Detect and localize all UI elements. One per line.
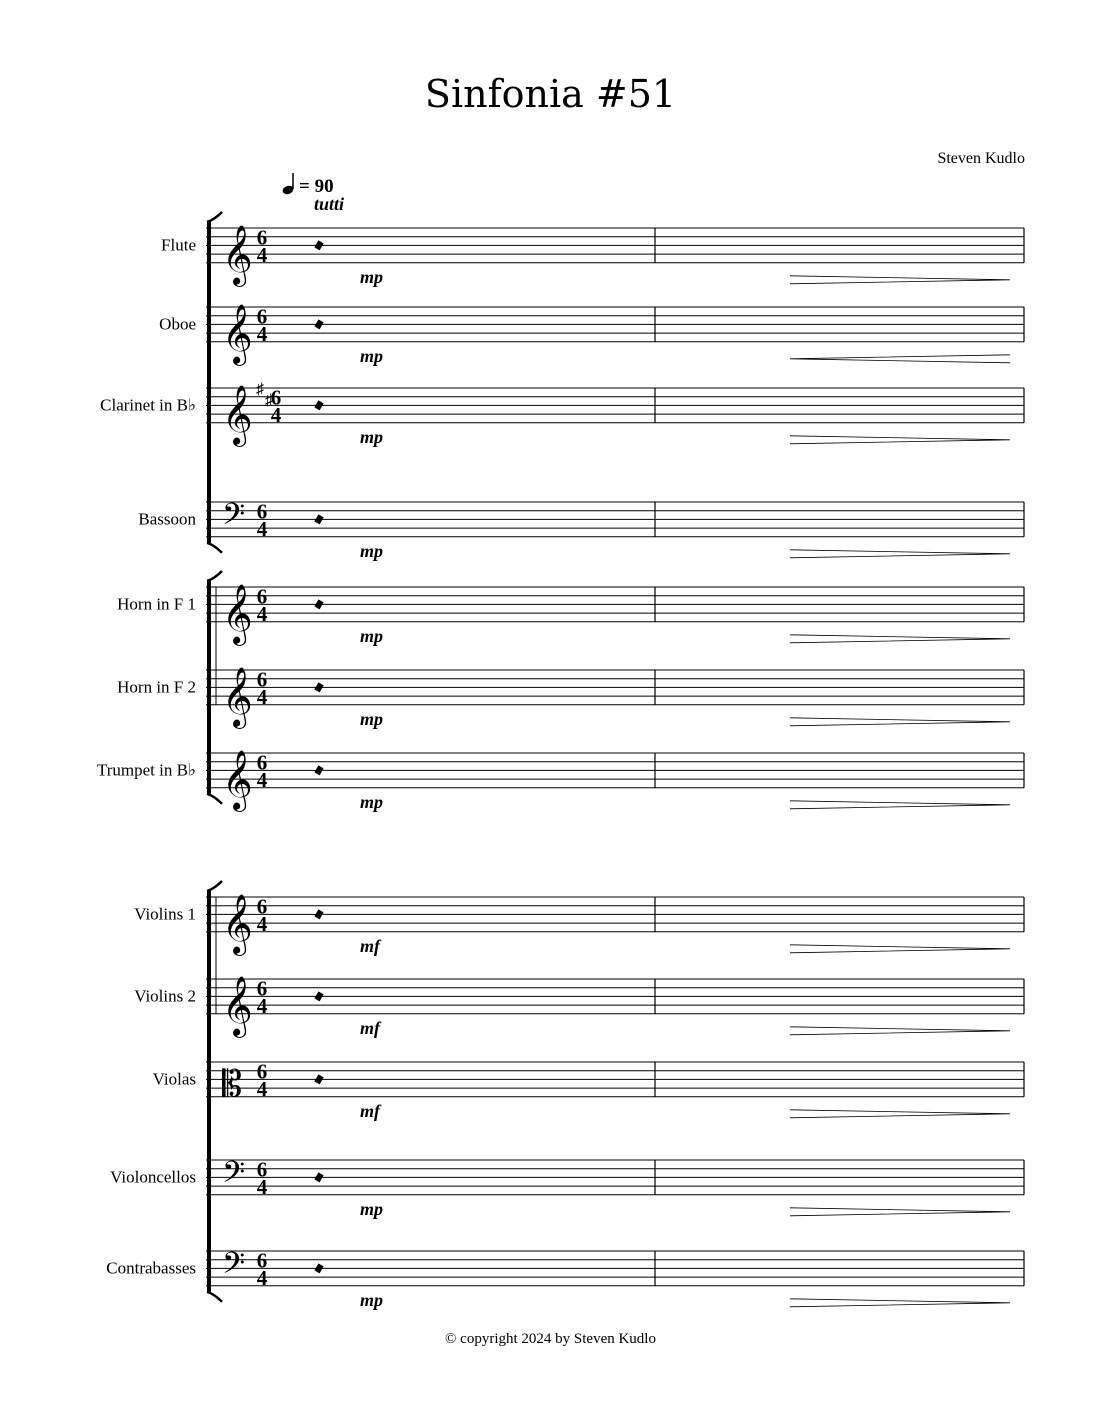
staves [206, 225, 1024, 1310]
hairpin-decrescendo [790, 550, 1010, 558]
time-signature-numerator: 6 [270, 385, 282, 410]
time-signature-numerator: 6 [256, 894, 268, 919]
time-signature-denominator: 4 [256, 767, 268, 792]
staff-trumpet-in-b- [206, 750, 1024, 812]
staff-horn-in-f-2 [206, 667, 1024, 729]
bracket-bar [207, 581, 211, 794]
instrument-label: Contrabasses [106, 1258, 196, 1278]
time-signature-denominator: 4 [256, 1174, 268, 1199]
bracket-hook [207, 571, 222, 581]
staff-clarinet-in-b- [206, 381, 1024, 447]
dynamic-marking: mf [360, 1017, 380, 1038]
treble-clef: 𝄞 [222, 305, 253, 363]
hairpin-decrescendo [790, 1299, 1010, 1307]
time-signature-numerator: 6 [256, 225, 268, 250]
dynamic-marking: mp [360, 708, 384, 729]
hairpin-decrescendo [790, 1208, 1010, 1216]
time-signature-numerator: 6 [256, 667, 268, 692]
score-title: Sinfonia #51 [424, 72, 677, 116]
time-signature-numerator: 6 [256, 750, 268, 775]
bracket-bar [207, 891, 211, 1292]
rest [314, 400, 323, 410]
rest [314, 1172, 323, 1182]
rest [314, 599, 323, 609]
time-signature-denominator: 4 [256, 242, 268, 267]
dynamic-marking: mp [360, 1198, 384, 1219]
hairpin-decrescendo [790, 276, 1010, 284]
tempo-marking [281, 173, 344, 214]
instrument-label: Violas [152, 1069, 196, 1089]
key-sharp: ♯ [265, 392, 273, 409]
time-signature-numerator: 6 [256, 1059, 268, 1084]
copyright-notice: © copyright 2024 by Steven Kudlo [445, 1331, 656, 1347]
dynamic-marking: mp [360, 540, 384, 561]
treble-clef: 𝄞 [222, 226, 253, 284]
time-signature-denominator: 4 [256, 516, 268, 541]
instrument-label: Flute [161, 235, 196, 255]
time-signature-denominator: 4 [256, 1076, 268, 1101]
group-brackets [207, 212, 222, 1302]
time-signature-denominator: 4 [256, 993, 268, 1018]
bass-clef: 𝄢 [222, 1247, 246, 1288]
strings-bracket [207, 881, 222, 1302]
hairpin-crescendo [790, 355, 1010, 363]
dynamic-marking: mp [360, 345, 384, 366]
time-signature-denominator: 4 [256, 1265, 268, 1290]
bracket-hook [207, 212, 222, 222]
instrument-label: Horn in F 1 [117, 594, 196, 614]
rest [314, 1074, 323, 1084]
time-signature-numerator: 6 [256, 499, 268, 524]
hairpin-decrescendo [790, 718, 1010, 726]
instrument-label: Violins 2 [134, 986, 196, 1006]
treble-clef: 𝄞 [222, 668, 253, 726]
instrument-label: Oboe [159, 314, 196, 334]
dynamic-marking: mp [360, 791, 384, 812]
bracket-hook [207, 794, 222, 804]
rest [314, 765, 323, 775]
staff-oboe [206, 304, 1024, 366]
staff-violins-1 [206, 894, 1024, 956]
staff-flute [206, 225, 1024, 287]
key-sharp: ♯ [256, 381, 264, 398]
rest [314, 909, 323, 919]
composer-name: Steven Kudlo [937, 150, 1025, 167]
rest [314, 514, 323, 524]
time-signature-numerator: 6 [256, 1248, 268, 1273]
dynamic-marking: mp [360, 625, 384, 646]
time-signature-denominator: 4 [256, 911, 268, 936]
rest [314, 682, 323, 692]
hairpin-decrescendo [790, 1110, 1010, 1118]
treble-clef: 𝄞 [222, 751, 253, 809]
time-signature-numerator: 6 [256, 976, 268, 1001]
instrument-label: Violoncellos [110, 1167, 196, 1187]
dynamic-marking: mp [360, 426, 384, 447]
bracket-hook [207, 1292, 222, 1302]
time-signature-denominator: 4 [256, 684, 268, 709]
hairpin-decrescendo [790, 945, 1010, 953]
time-signature-denominator: 4 [256, 321, 268, 346]
hairpin-decrescendo [790, 436, 1010, 444]
bass-clef: 𝄢 [222, 498, 246, 539]
instrument-label: Horn in F 2 [117, 677, 196, 697]
instrument-label: Bassoon [138, 509, 196, 529]
tempo-expression: tutti [314, 194, 345, 214]
dynamic-marking: mf [360, 935, 380, 956]
hairpin-decrescendo [790, 801, 1010, 809]
hairpin-decrescendo [790, 1027, 1010, 1035]
rest [314, 1263, 323, 1273]
treble-clef: 𝄞 [222, 895, 253, 953]
dynamic-marking: mf [360, 1100, 380, 1121]
staff-violins-2 [206, 976, 1024, 1038]
bracket-hook [207, 881, 222, 891]
staff-bassoon [206, 498, 1024, 561]
dynamic-marking: mp [360, 266, 384, 287]
instrument-label: Clarinet in B♭ [100, 395, 196, 415]
bass-clef: 𝄢 [222, 1156, 246, 1197]
instrument-label: Trumpet in B♭ [96, 760, 196, 780]
instrument-labels [97, 235, 197, 1277]
time-signature-denominator: 4 [270, 402, 282, 427]
tempo-number: = 90 [299, 176, 334, 197]
bracket-bar [207, 222, 211, 543]
alto-clef: 𝄡 [222, 1063, 243, 1104]
staff-violas [206, 1059, 1024, 1120]
treble-clef: 𝄞 [222, 585, 253, 643]
treble-clef: 𝄞 [222, 386, 253, 444]
rest [314, 991, 323, 1001]
time-signature-denominator: 4 [256, 601, 268, 626]
staff-violoncellos [206, 1156, 1024, 1219]
rest [314, 240, 323, 250]
dynamic-marking: mp [360, 1289, 384, 1310]
time-signature-numerator: 6 [256, 304, 268, 329]
hairpin-decrescendo [790, 635, 1010, 643]
time-signature-numerator: 6 [256, 1157, 268, 1182]
bracket-hook [207, 543, 222, 553]
rest [314, 319, 323, 329]
time-signature-numerator: 6 [256, 584, 268, 609]
treble-clef: 𝄞 [222, 977, 253, 1035]
staff-contrabasses [206, 1247, 1024, 1310]
staff-horn-in-f-1 [206, 584, 1024, 646]
instrument-label: Violins 1 [134, 904, 196, 924]
